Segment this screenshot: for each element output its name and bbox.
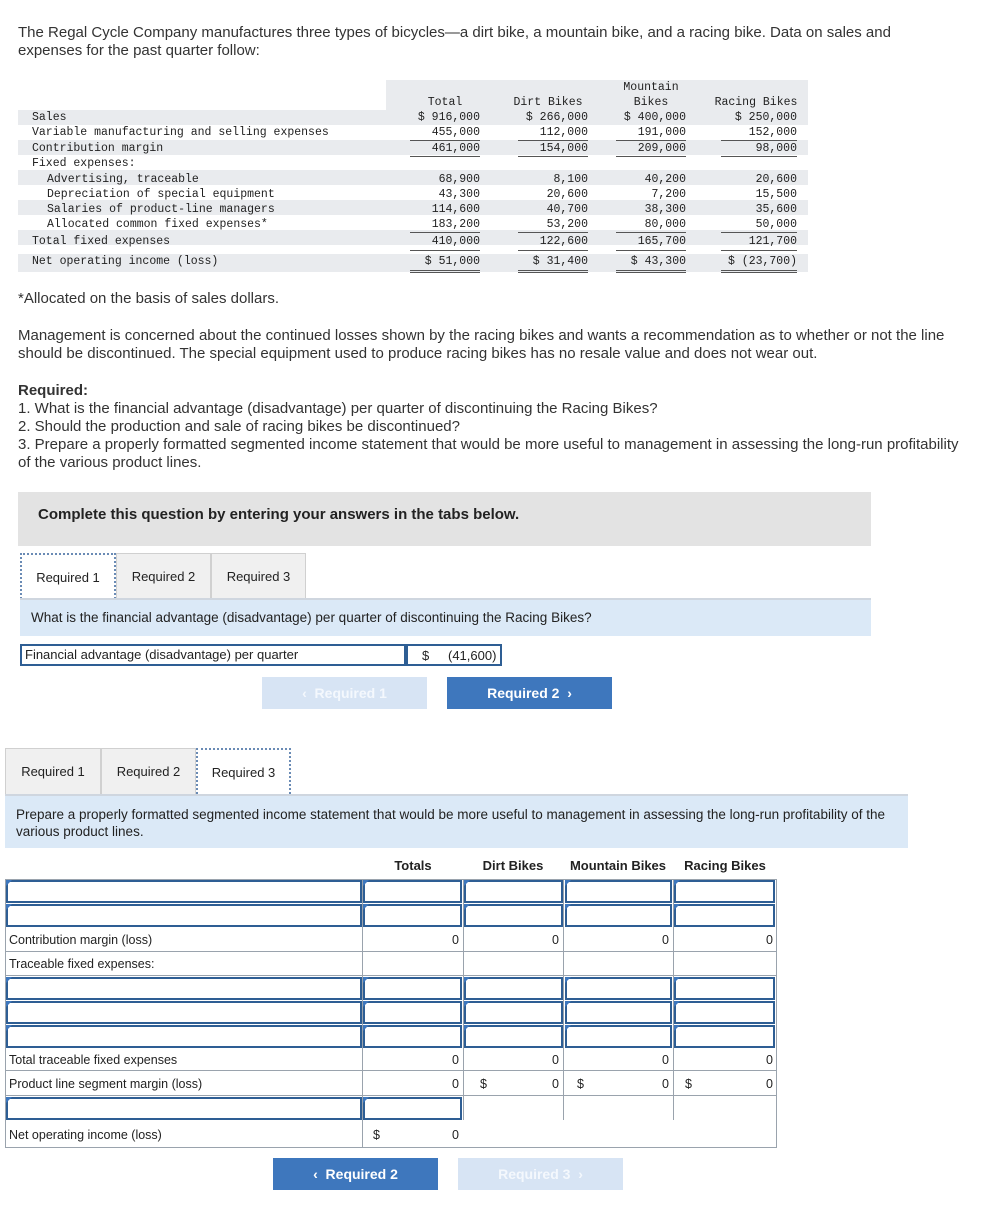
row1-dirt-input[interactable] bbox=[464, 880, 563, 903]
tab-required-2b[interactable]: Required 2 bbox=[101, 748, 196, 794]
row1-totals-input[interactable] bbox=[363, 880, 462, 903]
sm-racing: 0 bbox=[766, 1077, 773, 1091]
tab-required-1[interactable]: Required 1 bbox=[20, 553, 116, 599]
ttf-totals: 0 bbox=[452, 1053, 459, 1067]
row-salaries: Salaries of product-line managers 114,600 40,700 38,300 35,600 bbox=[47, 203, 797, 216]
row1-racing-input[interactable] bbox=[674, 880, 775, 903]
label-traceable-fixed: Traceable fixed expenses: bbox=[9, 957, 155, 971]
sm-dirt: 0 bbox=[552, 1077, 559, 1091]
required-item-2: 2. Should the production and sale of racing bikes be discontinued? bbox=[18, 418, 460, 435]
row3-dirt-input[interactable] bbox=[464, 977, 563, 1000]
cm-totals: 0 bbox=[452, 933, 459, 947]
col-header-dirt: Dirt Bikes bbox=[482, 858, 544, 873]
next-required-2-button[interactable]: Required 2 › bbox=[447, 677, 612, 709]
noi-totals: 0 bbox=[452, 1128, 459, 1142]
label-contribution-margin: Contribution margin (loss) bbox=[9, 933, 153, 947]
cm-racing: 0 bbox=[766, 933, 773, 947]
row5-label-input[interactable] bbox=[6, 1025, 362, 1048]
management-paragraph: Management is concerned about the continued losses shown by the racing bikes and wants a recommendation as to whether or not the line should be discontinued. The special equipment used to produce racing bikes has no resale value and does not wear out. bbox=[18, 327, 945, 362]
row2-mountain-input[interactable] bbox=[565, 904, 672, 927]
sm-dirt-dollar: $ bbox=[480, 1077, 487, 1091]
row-net-operating-income: Net operating income (loss) $ 51,000 $ 31,400 $ 43,300 $ (23,700) bbox=[32, 255, 797, 268]
row5-totals-input[interactable] bbox=[363, 1025, 462, 1048]
sm-mountain-dollar: $ bbox=[577, 1077, 584, 1091]
tab-required-3[interactable]: Required 3 bbox=[211, 553, 306, 599]
row4-racing-input[interactable] bbox=[674, 1001, 775, 1024]
required-section bbox=[18, 382, 968, 472]
currency-symbol: $ bbox=[422, 648, 430, 663]
row-contribution-margin: Contribution margin 461,000 154,000 209,000 98,000 bbox=[32, 142, 797, 155]
row-fixed-header: Fixed expenses: bbox=[32, 157, 136, 170]
row1-mountain-input[interactable] bbox=[565, 880, 672, 903]
label-segment-margin: Product line segment margin (loss) bbox=[9, 1077, 203, 1091]
part3-question: Prepare a properly formatted segmented income statement that would be more useful to management in assessing the long-run profitability of the various product lines. bbox=[5, 796, 908, 848]
header-mountain: Mountain bbox=[623, 81, 679, 94]
row-advertising: Advertising, traceable 68,900 8,100 40,200 20,600 bbox=[47, 173, 797, 186]
financial-data-table bbox=[18, 80, 808, 272]
row5-racing-input[interactable] bbox=[674, 1025, 775, 1048]
header-mountain-2: Bikes bbox=[633, 96, 669, 109]
row3-totals-input[interactable] bbox=[363, 977, 462, 1000]
cm-dirt: 0 bbox=[552, 933, 559, 947]
prev-required-2-button[interactable]: ‹ Required 2 bbox=[273, 1158, 438, 1190]
row4-totals-input[interactable] bbox=[363, 1001, 462, 1024]
row5-mountain-input[interactable] bbox=[565, 1025, 672, 1048]
chevron-left-icon: ‹ bbox=[313, 1166, 326, 1182]
cm-mountain: 0 bbox=[662, 933, 669, 947]
row4-label-input[interactable] bbox=[6, 1001, 362, 1024]
row-allocated: Allocated common fixed expenses* 183,200 53,200 80,000 50,000 bbox=[47, 218, 797, 231]
row6-label-input[interactable] bbox=[6, 1097, 362, 1120]
row-sales: Sales $ 916,000 $ 266,000 $ 400,000 $ 250,000 bbox=[32, 111, 797, 124]
part1-question: What is the financial advantage (disadvantage) per quarter of discontinuing the Racing Bikes? bbox=[20, 600, 871, 636]
noi-dollar: $ bbox=[373, 1128, 380, 1142]
header-racing: Racing Bikes bbox=[714, 96, 798, 109]
tab-required-1b[interactable]: Required 1 bbox=[5, 748, 101, 794]
sm-mountain: 0 bbox=[662, 1077, 669, 1091]
sm-racing-dollar: $ bbox=[685, 1077, 692, 1091]
chevron-right-icon: › bbox=[570, 1166, 583, 1182]
footnote: *Allocated on the basis of sales dollars. bbox=[18, 290, 279, 307]
row-variable: Variable manufacturing and selling expenses 455,000 112,000 191,000 152,000 bbox=[32, 126, 797, 139]
header-total: Total bbox=[427, 96, 463, 109]
chevron-left-icon: ‹ bbox=[302, 685, 315, 701]
ttf-mountain: 0 bbox=[662, 1053, 669, 1067]
segmented-income-statement bbox=[5, 853, 777, 1148]
financial-advantage-input[interactable] bbox=[406, 644, 502, 666]
required-heading: Required: bbox=[18, 382, 89, 399]
ttf-dirt: 0 bbox=[552, 1053, 559, 1067]
col-header-racing: Racing Bikes bbox=[684, 858, 766, 873]
row1-label-input[interactable] bbox=[6, 880, 362, 903]
sm-totals: 0 bbox=[452, 1077, 459, 1091]
row3-mountain-input[interactable] bbox=[565, 977, 672, 1000]
row4-dirt-input[interactable] bbox=[464, 1001, 563, 1024]
row2-dirt-input[interactable] bbox=[464, 904, 563, 927]
label-net-operating-income: Net operating income (loss) bbox=[9, 1128, 162, 1142]
row5-dirt-input[interactable] bbox=[464, 1025, 563, 1048]
row2-label-input[interactable] bbox=[6, 904, 362, 927]
row6-totals-input[interactable] bbox=[363, 1097, 462, 1120]
row-total-fixed: Total fixed expenses 410,000 122,600 165,700 121,700 bbox=[32, 235, 797, 248]
financial-advantage-value: (41,600) bbox=[448, 648, 497, 663]
problem-intro: The Regal Cycle Company manufactures three types of bicycles—a dirt bike, a mountain bike, and a racing bike. Data on sales and expenses for the past quarter follow: bbox=[18, 24, 891, 59]
col-header-mountain: Mountain Bikes bbox=[569, 858, 667, 873]
tab-required-2[interactable]: Required 2 bbox=[116, 553, 211, 599]
row2-racing-input[interactable] bbox=[674, 904, 775, 927]
ttf-racing: 0 bbox=[766, 1053, 773, 1067]
row2-totals-input[interactable] bbox=[363, 904, 462, 927]
row4-mountain-input[interactable] bbox=[565, 1001, 672, 1024]
row3-label-input[interactable] bbox=[6, 977, 362, 1000]
row3-racing-input[interactable] bbox=[674, 977, 775, 1000]
chevron-right-icon: › bbox=[559, 685, 572, 701]
label-total-traceable: Total traceable fixed expenses bbox=[9, 1053, 178, 1067]
prev-required-1-button[interactable]: ‹ Required 1 bbox=[262, 677, 427, 709]
required-item-1: 1. What is the financial advantage (disadvantage) per quarter of discontinuing the Racing Bikes? bbox=[18, 400, 658, 417]
required-item-3: 3. Prepare a properly formatted segmented income statement that would be more useful to management in assessing the long-run profitability of the various product lines. bbox=[18, 436, 959, 471]
field-label-financial-advantage: Financial advantage (disadvantage) per quarter bbox=[20, 644, 406, 666]
tab-required-3b[interactable]: Required 3 bbox=[196, 748, 291, 794]
header-dirt: Dirt Bikes bbox=[513, 96, 583, 109]
complete-banner: Complete this question by entering your answers in the tabs below. bbox=[18, 492, 871, 546]
row-depreciation: Depreciation of special equipment 43,300 20,600 7,200 15,500 bbox=[47, 188, 797, 201]
next-required-3-button[interactable]: Required 3 › bbox=[458, 1158, 623, 1190]
col-header-totals: Totals bbox=[394, 858, 432, 873]
